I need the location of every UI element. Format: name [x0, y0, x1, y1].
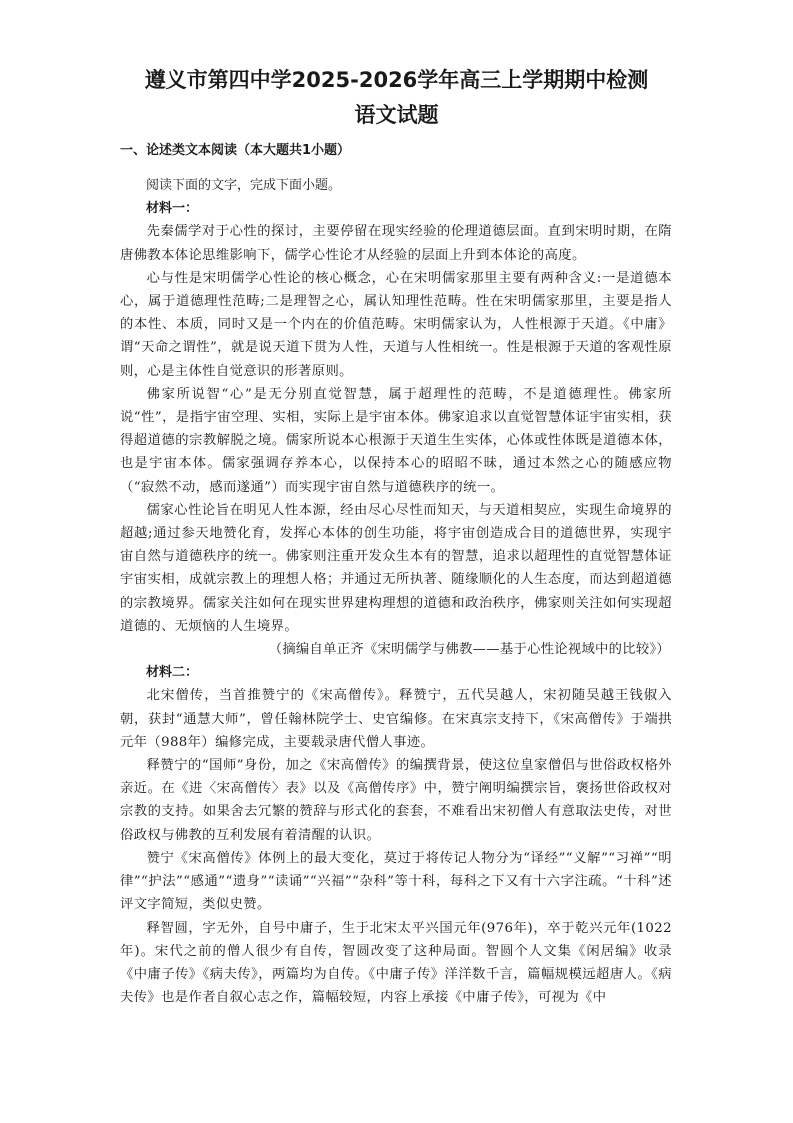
material-2-paragraph: 北宋僧传，当首推赞宁的《宋高僧传》。释赞宁，五代吴越人，宋初随吴越王钱俶入朝，获封“通慧大师”，曾任翰林院学士、史官编修。在宋真宗支持下，《宋高僧传》于端拱元年（988年）编修完成，主要载录唐代僧人事迹。: [120, 688, 672, 750]
material-2-paragraph: 释智圆，字无外，自号中庸子，生于北宋太平兴国元年(976年)，卒于乾兴元年(1022年)。宋代之前的僧人很少有自传，智圆改变了这种局面。智圆个人文集《闲居编》收录《中庸子传》《病夫传》，两篇均为自传。《中庸子传》洋洋数千言，篇幅规模远超唐人。《病夫传》也是作者自叙心志之作，篇幅较短，内容上承接《中庸子传》，可视为《中: [120, 920, 672, 1006]
material-1-source: （摘编自单正齐《宋明儒学与佛教——基于心性论视域中的比较》）: [268, 642, 670, 658]
material-1-paragraph: 佛家所说智“心”是无分别直觉智慧，属于超理性的范畴，不是道德理性。佛家所说“性”，是指宇宙空理、实相，实际上是宇宙本体。佛家追求以直觉智慧体证宇宙实相，获得超道德的宗教解脱之境。儒家所说本心根源于天道生生实体，心体或性体既是道德本体，也是宇宙本体。儒家强调存养本心，以保持本心的昭昭不昧，通过本然之心的随感应物（“寂然不动，感而遂通”）而实现宇宙自然与道德秩序的统一。: [120, 386, 672, 495]
material-2-paragraph: 赞宁《宋高僧传》体例上的最大变化，莫过于将传记人物分为“译经”“义解”“习禅”“明律”“护法”“感通”“遗身”“读诵”“兴福”“杂科”等十科，每科之下又有十六字注疏。“十科”述评文字简短，类似史赞。: [120, 850, 672, 913]
material-2-label: 材料二：: [146, 665, 199, 681]
page-subtitle: 语文试题: [354, 103, 439, 127]
material-2-paragraph: 释赞宁的“国师”身份，加之《宋高僧传》的编撰背景，使这位皇家僧侣与世俗政权格外亲近。在《进〈宋高僧传〉表》以及《高僧传序》中，赞宁阐明编撰宗旨，褒扬世俗政权对宗教的支持。如果舍去冗繁的赞辞与形式化的套套，不难看出宋初僧人有意取法史传，对世俗政权与佛教的互利发展有着清醒的认识。: [120, 758, 672, 843]
section-heading: 一、论述类文本阅读（本大题共1小题）: [120, 143, 351, 158]
material-1-paragraph: 心与性是宋明儒学心性论的核心概念，心在宋明儒家那里主要有两种含义:一是道德本心，属于道德理性范畴;二是理智之心，属认知理性范畴。性在宋明儒家那里，主要是指人的本性、本质，同时又是一个内在的价值范畴。宋明儒家认为，人性根源于天道。《中庸》谓“天命之谓性”，就是说天道下贯为人性，天道与人性相统一。性是根源于天道的客观性原则，心是主体性自觉意识的形著原则。: [120, 270, 672, 379]
material-1-paragraph: 儒家心性论旨在明见人性本源，经由尽心尽性而知天，与天道相契应，实现生命境界的超越;通过参天地赞化育，发挥心本体的创生功能，将宇宙创造成合目的道德世界，实现宇宙自然与道德秩序的统一。佛家则注重开发众生本有的智慧，追求以超理性的直觉智慧体证宇宙实相，成就宗教上的理想人格；并通过无所执著、随缘顺化的人生态度，而达到超道德的宗教境界。儒家关注如何在现实世界建构理想的道德和政治秩序，佛家则关注如何实现超道德的、无烦恼的人生境界。: [120, 502, 672, 634]
instruction: 阅读下面的文字，完成下面小题。: [146, 178, 342, 193]
document-body: [120, 174, 672, 1009]
material-1-paragraph: 先秦儒学对于心性的探讨，主要停留在现实经验的伦理道德层面。直到宋明时期，在隋唐佛教本体论思维影响下，儒学心性论才从经验的层面上升到本体论的高度。: [120, 224, 672, 263]
page-title: 遵义市第四中学2025-2026学年高三上学期期中检测: [144, 68, 649, 92]
material-1-label: 材料一：: [146, 201, 199, 217]
